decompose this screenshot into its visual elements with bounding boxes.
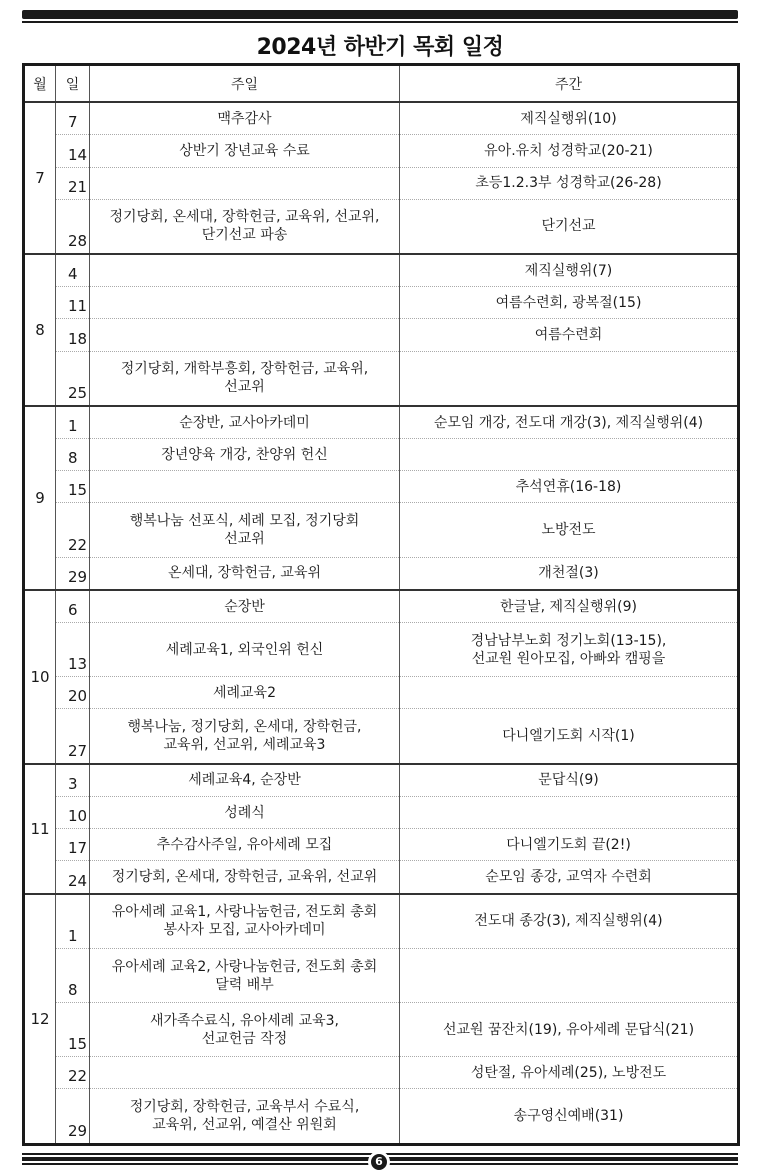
schedule-row: [24, 167, 739, 199]
weekday-cell: 제직실행위(10): [400, 102, 739, 135]
page-title: 2024년 하반기 목회 일정: [256, 35, 504, 60]
day-cell: 11: [56, 287, 90, 319]
weekday-cell: 송구영신예배(31): [400, 1089, 739, 1145]
schedule-row: [24, 254, 739, 287]
sunday-cell: 정기당회, 온세대, 장학헌금, 교육위, 선교위, 단기선교 파송: [90, 199, 400, 254]
weekday-cell: 노방전도: [400, 503, 739, 557]
weekday-cell: 초등1.2.3부 성경학교(26-28): [400, 167, 739, 199]
sunday-cell: 새가족수료식, 유아세례 교육3, 선교헌금 작정: [90, 1003, 400, 1057]
weekday-cell: [400, 677, 739, 709]
header-weekday: 주간: [400, 65, 739, 103]
weekday-cell: 다니엘기도회 끝(2!): [400, 829, 739, 861]
schedule-row: [24, 351, 739, 406]
schedule-row: [24, 406, 739, 439]
sunday-cell: [90, 167, 400, 199]
weekday-cell: 여름수련회, 광복절(15): [400, 287, 739, 319]
sunday-cell: 장년양육 개강, 찬양위 헌신: [90, 439, 400, 471]
day-cell: 21: [56, 167, 90, 199]
day-cell: 25: [56, 351, 90, 406]
sunday-cell: 세례교육4, 순장반: [90, 764, 400, 797]
weekday-cell: 문답식(9): [400, 764, 739, 797]
weekday-cell: [400, 351, 739, 406]
schedule-row: [24, 1057, 739, 1089]
top-rule: [22, 10, 738, 19]
schedule-row: [24, 894, 739, 949]
schedule-row: [24, 287, 739, 319]
day-cell: 22: [56, 1057, 90, 1089]
weekday-cell: 선교원 꿈잔치(19), 유아세례 문답식(21): [400, 1003, 739, 1057]
weekday-cell: 제직실행위(7): [400, 254, 739, 287]
weekday-cell: 여름수련회: [400, 319, 739, 351]
schedule-row: [24, 135, 739, 167]
schedule-row: [24, 199, 739, 254]
header-sunday: 주일: [90, 65, 400, 103]
weekday-cell: [400, 439, 739, 471]
month-cell: 8: [24, 254, 56, 406]
sunday-cell: 맥추감사: [90, 102, 400, 135]
schedule-body: [24, 102, 739, 1145]
day-cell: 14: [56, 135, 90, 167]
month-cell: 9: [24, 406, 56, 590]
day-cell: 8: [56, 949, 90, 1003]
month-cell: 10: [24, 590, 56, 764]
schedule-row: [24, 102, 739, 135]
day-cell: 20: [56, 677, 90, 709]
sunday-cell: 유아세례 교육2, 사랑나눔헌금, 전도회 총회 달력 배부: [90, 949, 400, 1003]
sunday-cell: 행복나눔, 정기당회, 온세대, 장학헌금, 교육위, 선교위, 세례교육3: [90, 709, 400, 764]
day-cell: 1: [56, 894, 90, 949]
weekday-cell: 유아.유치 성경학교(20-21): [400, 135, 739, 167]
day-cell: 4: [56, 254, 90, 287]
header-row: [24, 65, 739, 103]
schedule-row: [24, 623, 739, 677]
schedule-row: [24, 439, 739, 471]
day-cell: 3: [56, 764, 90, 797]
day-cell: 17: [56, 829, 90, 861]
day-cell: 6: [56, 590, 90, 623]
sunday-cell: 세례교육1, 외국인위 헌신: [90, 623, 400, 677]
weekday-cell: 개천절(3): [400, 557, 739, 590]
day-cell: 15: [56, 471, 90, 503]
sunday-cell: [90, 287, 400, 319]
sunday-cell: 정기당회, 장학헌금, 교육부서 수료식, 교육위, 선교위, 예결산 위원회: [90, 1089, 400, 1145]
weekday-cell: 전도대 종강(3), 제직실행위(4): [400, 894, 739, 949]
sunday-cell: 순장반: [90, 590, 400, 623]
weekday-cell: 추석연휴(16-18): [400, 471, 739, 503]
weekday-cell: 단기선교: [400, 199, 739, 254]
day-cell: 24: [56, 861, 90, 894]
schedule-row: [24, 319, 739, 351]
day-cell: 10: [56, 797, 90, 829]
weekday-cell: 경남남부노회 정기노회(13-15), 선교원 원아모집, 아빠와 캠핑을: [400, 623, 739, 677]
schedule-row: [24, 797, 739, 829]
weekday-cell: 성탄절, 유아세례(25), 노방전도: [400, 1057, 739, 1089]
sunday-cell: 정기당회, 개학부흥회, 장학헌금, 교육위, 선교위: [90, 351, 400, 406]
weekday-cell: [400, 797, 739, 829]
day-cell: 15: [56, 1003, 90, 1057]
schedule-row: [24, 677, 739, 709]
day-cell: 13: [56, 623, 90, 677]
page-number: 6: [368, 1151, 390, 1173]
month-cell: 7: [24, 102, 56, 254]
header-month: 월: [24, 65, 56, 103]
day-cell: 8: [56, 439, 90, 471]
schedule-row: [24, 471, 739, 503]
sunday-cell: 순장반, 교사아카데미: [90, 406, 400, 439]
header-day: 일: [56, 65, 90, 103]
schedule-row: [24, 829, 739, 861]
weekday-cell: [400, 949, 739, 1003]
day-cell: 27: [56, 709, 90, 764]
weekday-cell: 한글날, 제직실행위(9): [400, 590, 739, 623]
day-cell: 29: [56, 557, 90, 590]
month-cell: 11: [24, 764, 56, 894]
sunday-cell: [90, 319, 400, 351]
day-cell: 18: [56, 319, 90, 351]
sunday-cell: [90, 254, 400, 287]
sunday-cell: 정기당회, 온세대, 장학헌금, 교육위, 선교위: [90, 861, 400, 894]
day-cell: 22: [56, 503, 90, 557]
schedule-row: [24, 1003, 739, 1057]
sunday-cell: 행복나눔 선포식, 세례 모집, 정기당회 선교위: [90, 503, 400, 557]
day-cell: 29: [56, 1089, 90, 1145]
weekday-cell: 다니엘기도회 시작(1): [400, 709, 739, 764]
sunday-cell: 유아세례 교육1, 사랑나눔헌금, 전도회 총회 봉사자 모집, 교사아카데미: [90, 894, 400, 949]
weekday-cell: 순모임 종강, 교역자 수련회: [400, 861, 739, 894]
sunday-cell: 추수감사주일, 유아세례 모집: [90, 829, 400, 861]
month-cell: 12: [24, 894, 56, 1145]
sunday-cell: [90, 471, 400, 503]
schedule-row: [24, 590, 739, 623]
sunday-cell: 상반기 장년교육 수료: [90, 135, 400, 167]
schedule-table: [22, 63, 740, 1146]
schedule-row: [24, 503, 739, 557]
day-cell: 1: [56, 406, 90, 439]
day-cell: 28: [56, 199, 90, 254]
schedule-row: [24, 764, 739, 797]
schedule-row: [24, 949, 739, 1003]
schedule-row: [24, 557, 739, 590]
schedule-row: [24, 861, 739, 894]
sunday-cell: 온세대, 장학헌금, 교육위: [90, 557, 400, 590]
schedule-row: [24, 1089, 739, 1145]
sunday-cell: 성례식: [90, 797, 400, 829]
day-cell: 7: [56, 102, 90, 135]
sunday-cell: 세례교육2: [90, 677, 400, 709]
schedule-row: [24, 709, 739, 764]
sunday-cell: [90, 1057, 400, 1089]
weekday-cell: 순모임 개강, 전도대 개강(3), 제직실행위(4): [400, 406, 739, 439]
